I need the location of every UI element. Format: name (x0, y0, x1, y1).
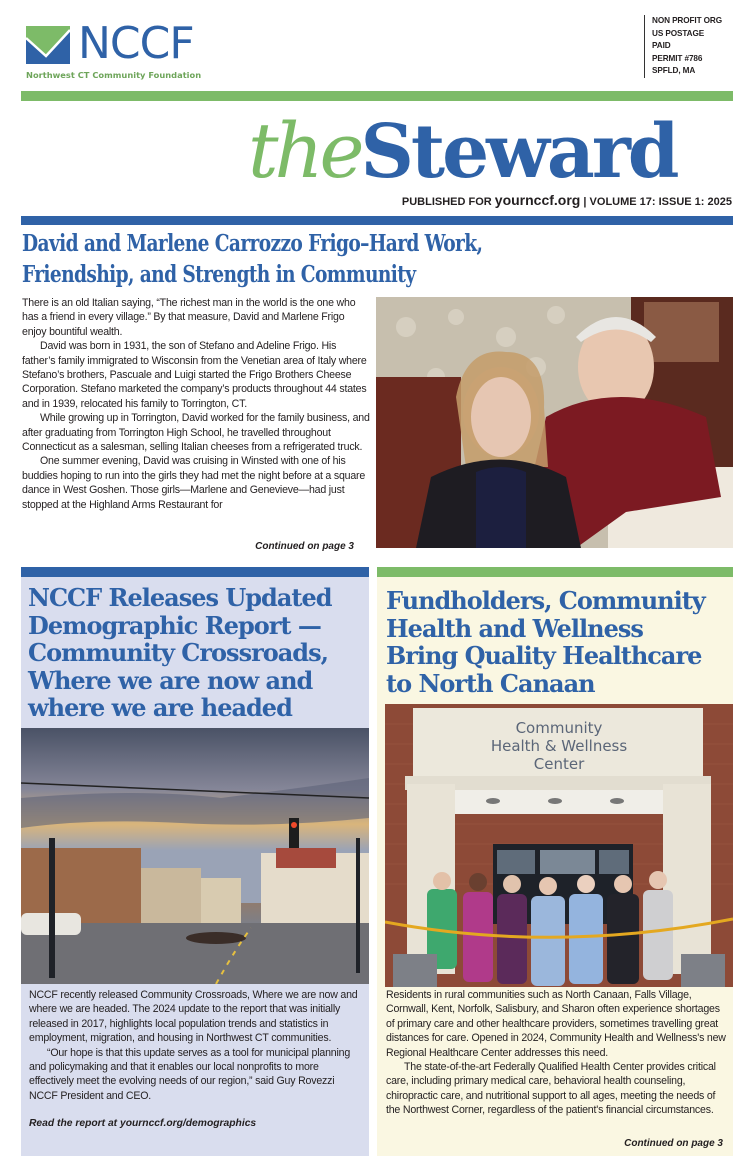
postage-line: US POSTAGE (652, 28, 705, 38)
lead-article-title (22, 228, 708, 290)
clinic-photo-illustration (385, 704, 733, 987)
title-line: Health and Wellness (386, 613, 643, 643)
sign-line: Center (533, 755, 585, 773)
title-line: where we are headed (28, 693, 292, 722)
continued-link[interactable]: Continued on page 3 (624, 1138, 723, 1149)
postage-line: PERMIT #786 (652, 53, 703, 63)
postage-line: PAID (652, 41, 671, 50)
clinic-photo (385, 704, 733, 987)
pub-site-link[interactable]: yournccf.org (494, 192, 581, 208)
paragraph: While growing up in Torrington, David worked for the family business, and after graduating from Torrington High School, he travelled throughout Connecticut as a salesman, selling Italian cheeses from a refrigerated truck. (22, 412, 370, 454)
green-divider (21, 91, 733, 101)
paragraph: Residents in rural communities such as North Canaan, Falls Village, Cornwall, Kent, Norfolk, Salisbury, and Sharon often experience shortages of primary care and other healthcare providers, sometimes travelling great distances for care. Opened in 2024, Community Health and Wellness's new Regional Healthcare Center addresses this need. (386, 989, 726, 1059)
blue-divider (21, 216, 733, 225)
continued-link[interactable]: Continued on page 3 (255, 541, 354, 552)
health-article-box (377, 567, 733, 1156)
sign-line: Community (515, 719, 603, 737)
masthead (248, 101, 677, 193)
title-line: Friendship, and Strength in Community (22, 260, 416, 288)
paragraph: The state-of-the-art Federally Qualified Health Center provides critical care, including primary medical care, behavioral health counseling, chiropractic care, and nutritional support to all ages, meeting the needs of the Northwest Corner, regardless of the patient's financial circumstances. (386, 1061, 716, 1117)
title-line: NCCF Releases Updated (28, 583, 332, 612)
sign-line: Health & Wellness (490, 737, 628, 755)
couple-photo-illustration (376, 297, 733, 548)
paragraph: David was born in 1931, the son of Stefano and Adeline Frigo. His father’s family immigrated to Wisconsin from the Venetian area of Italy where Stefano’s brothers, Pascuale and Luigi started the Frigo Brothers Cheese Corporation. Stefano marketed the company’s products throughout 44 states and in 1939, relocated his family to Torrington, CT. (22, 340, 367, 410)
masthead-the: the (248, 106, 361, 195)
logo-wordmark: NCCF (78, 18, 194, 69)
postage-line: NON PROFIT ORG (652, 16, 723, 25)
demographic-article-title (28, 584, 368, 722)
title-line: to North Canaan (386, 668, 595, 698)
lead-article-body (22, 296, 370, 512)
publication-line (402, 192, 732, 208)
demographic-article-box (21, 567, 369, 1156)
demographic-article-body (29, 988, 365, 1103)
masthead-steward: Steward (360, 109, 677, 195)
paragraph: There is an old Italian saying, “The richest man in the world is the one who has a friend in every village.” By that measure, David and Marlene Frigo enjoy bountiful wealth. (22, 297, 356, 338)
couple-photo (376, 297, 733, 548)
street-photo-illustration (21, 728, 369, 984)
title-line: Bring Quality Healthcare (386, 641, 702, 670)
title-line: Demographic Report — (28, 610, 321, 640)
paragraph: NCCF recently released Community Crossroads, Where we are now and where we are headed. The 2024 update to the report that was initially released in 2017, highlights local population trends and statistics in employment, migration, and housing in Northwest CT communities. (29, 989, 358, 1045)
checkmark-logo-icon (26, 26, 70, 64)
logo-subtitle: Northwest CT Community Foundation (26, 70, 202, 80)
blue-box-bar (21, 567, 369, 577)
postage-line: SPFLD, MA (652, 66, 696, 75)
title-line: Where we are now and (28, 665, 313, 695)
read-report-link[interactable]: Read the report at yournccf.org/demographics (29, 1118, 257, 1129)
postage-indicia (644, 15, 722, 78)
green-box-bar (377, 567, 733, 577)
paragraph: One summer evening, David was cruising in Winsted with one of his buddies hoping to run into the girls they had met the night before at a square dance in West Goshen. Those girls—Marlene and Genevieve—had just stopped at the Highland Arms Restaurant for (22, 455, 366, 511)
health-article-body (386, 988, 728, 1118)
title-line: Community Crossroads, (28, 638, 328, 667)
nccf-logo (26, 18, 226, 84)
pub-issue: | VOLUME 17: ISSUE 1: 2025 (580, 196, 732, 208)
street-photo (21, 728, 369, 984)
health-article-title (386, 587, 726, 697)
title-line: Fundholders, Community (386, 586, 705, 615)
paragraph: “Our hope is that this update serves as a tool for municipal planning and policymaking and that it enables our local nonprofits to more effectively meet the evolving needs of our region,” said Guy Rovezzi NCCF President and CEO. (29, 1046, 351, 1102)
pub-prefix: PUBLISHED FOR (401, 196, 495, 208)
title-line: David and Marlene Carrozzo Frigo–Hard Work, (22, 229, 483, 257)
